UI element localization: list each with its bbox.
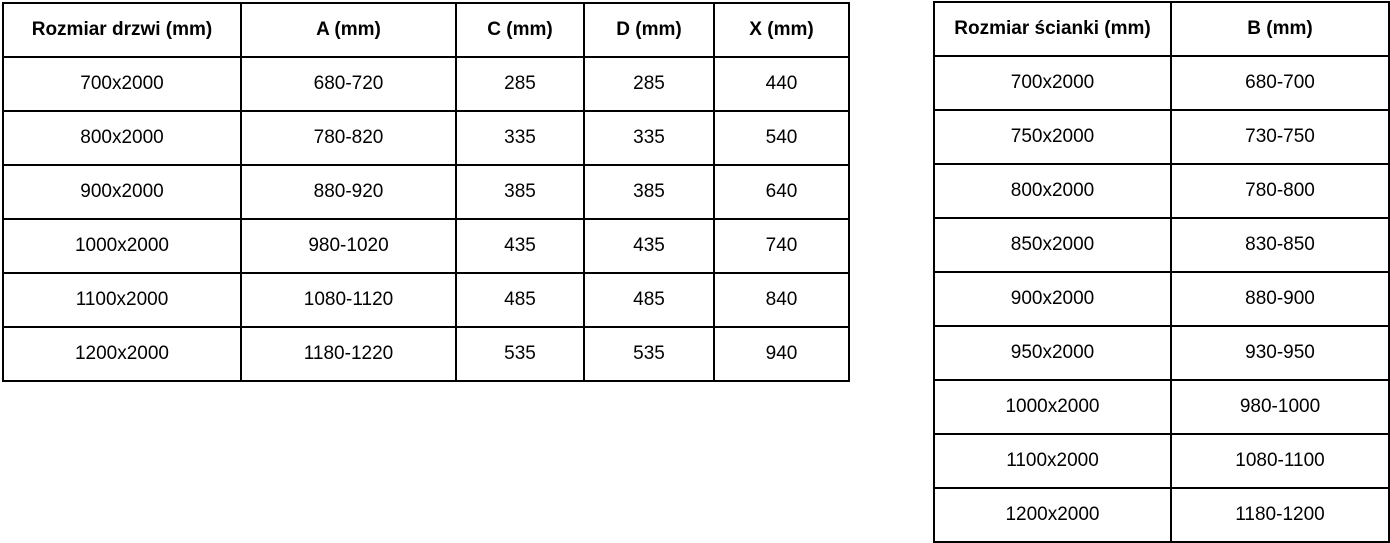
- table-cell: 385: [456, 165, 584, 219]
- column-header-b: B (mm): [1171, 2, 1389, 56]
- table-cell: 780-820: [241, 111, 456, 165]
- table-cell: 700x2000: [934, 56, 1171, 110]
- table-cell: 740: [714, 219, 849, 273]
- column-header-a: A (mm): [241, 3, 456, 57]
- table-cell: 880-920: [241, 165, 456, 219]
- door-sizes-table-header: [3, 3, 849, 57]
- table-row: [934, 272, 1389, 326]
- table-row: [3, 165, 849, 219]
- table-cell: 700x2000: [3, 57, 241, 111]
- table-cell: 1100x2000: [934, 434, 1171, 488]
- table-cell: 780-800: [1171, 164, 1389, 218]
- table-cell: 900x2000: [3, 165, 241, 219]
- table-cell: 640: [714, 165, 849, 219]
- table-cell: 1000x2000: [934, 380, 1171, 434]
- table-row: [934, 56, 1389, 110]
- panel-sizes-table: [933, 1, 1390, 543]
- table-cell: 930-950: [1171, 326, 1389, 380]
- table-cell: 1180-1220: [241, 327, 456, 381]
- table-cell: 1080-1100: [1171, 434, 1389, 488]
- table-cell: 535: [456, 327, 584, 381]
- table-cell: 800x2000: [3, 111, 241, 165]
- table-cell: 900x2000: [934, 272, 1171, 326]
- table-cell: 1200x2000: [934, 488, 1171, 542]
- table-cell: 950x2000: [934, 326, 1171, 380]
- table-cell: 335: [584, 111, 714, 165]
- table-row: [934, 326, 1389, 380]
- table-cell: 880-900: [1171, 272, 1389, 326]
- column-header-x: X (mm): [714, 3, 849, 57]
- table-row: [934, 488, 1389, 542]
- table-cell: 535: [584, 327, 714, 381]
- table-cell: 840: [714, 273, 849, 327]
- column-header-door-size: Rozmiar drzwi (mm): [3, 3, 241, 57]
- table-cell: 730-750: [1171, 110, 1389, 164]
- table-cell: 540: [714, 111, 849, 165]
- table-row: [3, 219, 849, 273]
- table-cell: 440: [714, 57, 849, 111]
- table-row: [3, 57, 849, 111]
- table-cell: 980-1020: [241, 219, 456, 273]
- column-header-c: C (mm): [456, 3, 584, 57]
- table-row: [3, 327, 849, 381]
- column-header-panel-size: Rozmiar ścianki (mm): [934, 2, 1171, 56]
- table-cell: 940: [714, 327, 849, 381]
- table-cell: 850x2000: [934, 218, 1171, 272]
- door-sizes-table: [2, 2, 850, 382]
- table-row: [934, 164, 1389, 218]
- table-cell: 1080-1120: [241, 273, 456, 327]
- table-row: [3, 111, 849, 165]
- table-cell: 335: [456, 111, 584, 165]
- table-cell: 485: [456, 273, 584, 327]
- table-cell: 750x2000: [934, 110, 1171, 164]
- table-cell: 680-700: [1171, 56, 1389, 110]
- header-row: [934, 2, 1389, 56]
- table-cell: 485: [584, 273, 714, 327]
- panel-sizes-table-header: [934, 2, 1389, 56]
- table-cell: 385: [584, 165, 714, 219]
- table-row: [3, 273, 849, 327]
- header-row: [3, 3, 849, 57]
- table-cell: 435: [456, 219, 584, 273]
- table-row: [934, 380, 1389, 434]
- table-row: [934, 434, 1389, 488]
- table-cell: 285: [584, 57, 714, 111]
- table-cell: 285: [456, 57, 584, 111]
- panel-sizes-table-body: [934, 56, 1389, 542]
- table-cell: 830-850: [1171, 218, 1389, 272]
- table-cell: 435: [584, 219, 714, 273]
- table-cell: 800x2000: [934, 164, 1171, 218]
- table-cell: 1180-1200: [1171, 488, 1389, 542]
- table-row: [934, 218, 1389, 272]
- column-header-d: D (mm): [584, 3, 714, 57]
- table-cell: 980-1000: [1171, 380, 1389, 434]
- table-cell: 1200x2000: [3, 327, 241, 381]
- table-row: [934, 110, 1389, 164]
- table-cell: 1100x2000: [3, 273, 241, 327]
- table-cell: 680-720: [241, 57, 456, 111]
- door-sizes-table-body: [3, 57, 849, 381]
- table-cell: 1000x2000: [3, 219, 241, 273]
